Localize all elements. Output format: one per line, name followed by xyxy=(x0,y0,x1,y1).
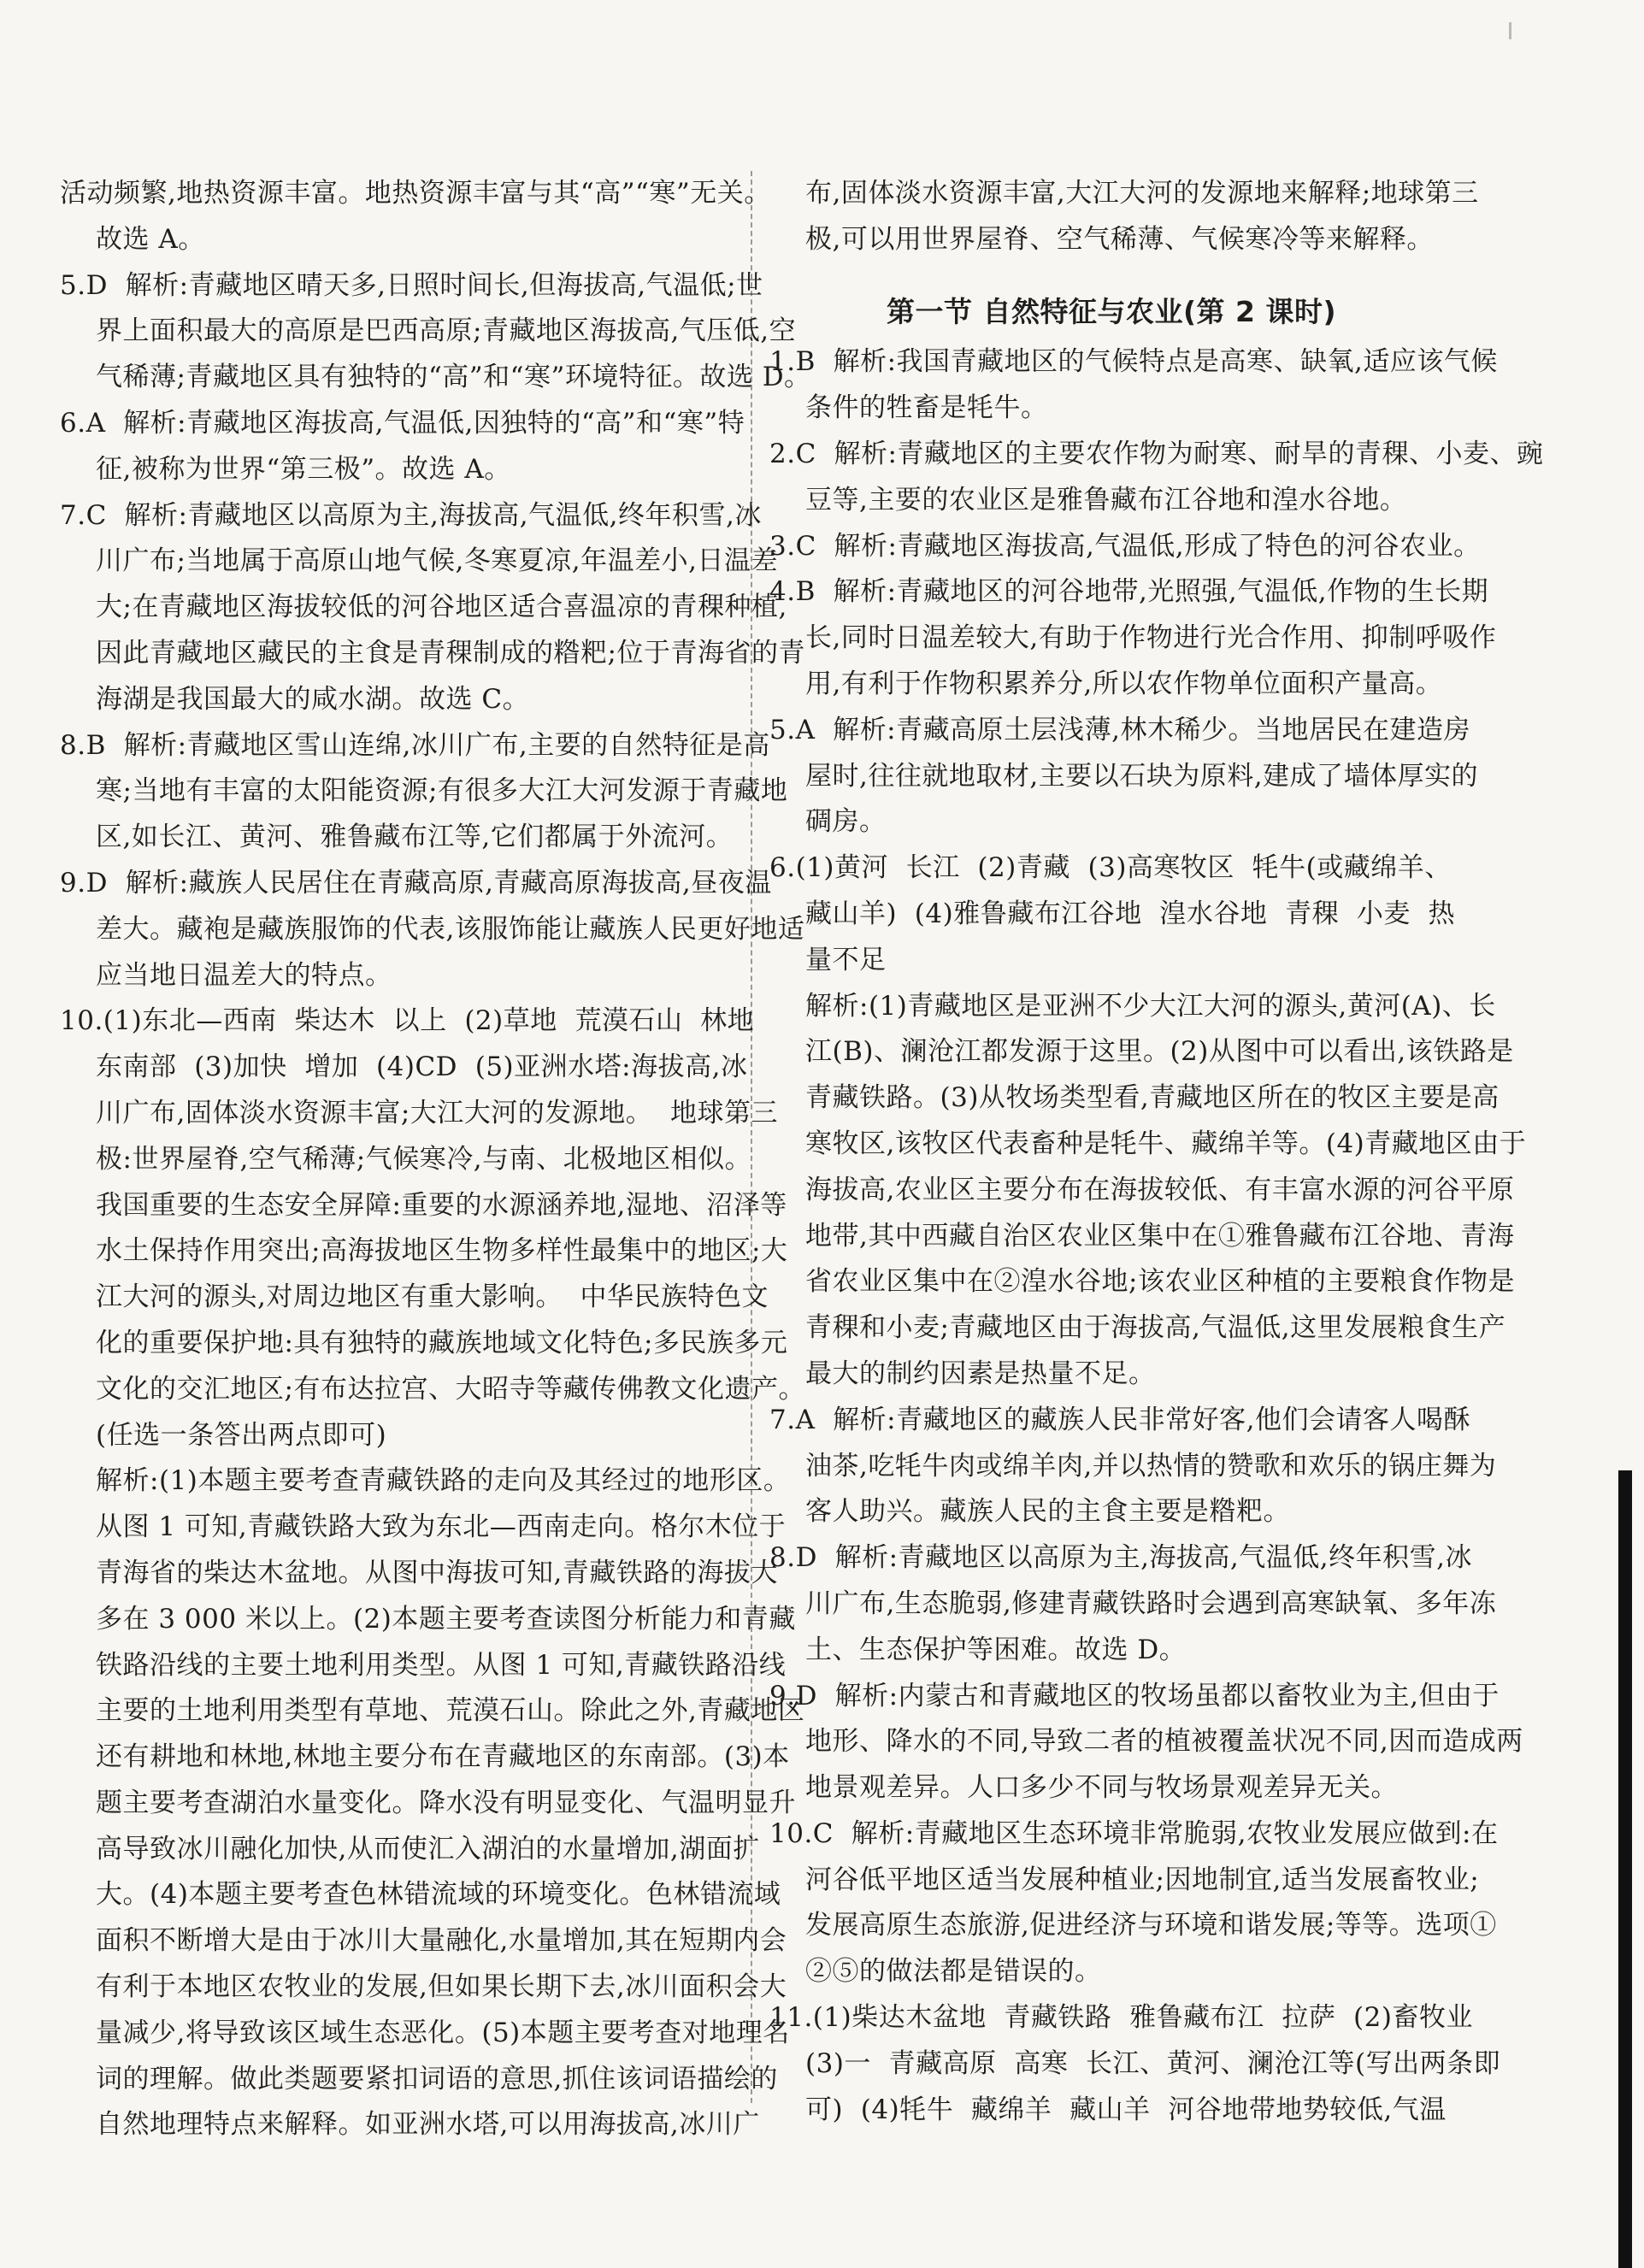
text-line: 客人助兴。藏族人民的主食主要是糌粑。 xyxy=(805,1496,1290,1528)
text-line: 最大的制约因素是热量不足。 xyxy=(805,1358,1156,1389)
text-line: 可) (4)牦牛 藏绵羊 藏山羊 河谷地带地势较低,气温 xyxy=(805,2094,1447,2125)
text-line: 自然地理特点来解释。如亚洲水塔,可以用海拔高,冰川广 xyxy=(96,2109,760,2141)
text-line: 差大。藏袍是藏族服饰的代表,该服饰能让藏族人民更好地适 xyxy=(96,913,805,945)
text-line: 6.A 解析:青藏地区海拔高,气温低,因独特的“高”和“寒”特 xyxy=(60,407,745,439)
text-line: 8.B 解析:青藏地区雪山连绵,冰川广布,主要的自然特征是高 xyxy=(60,729,770,761)
text-line: 川广布;当地属于高原山地气候,冬寒夏凉,年温差小,日温差 xyxy=(96,545,779,577)
text-line: 5.A 解析:青藏高原土层浅薄,林木稀少。当地居民在建造房 xyxy=(769,714,1470,745)
text-line: (3)一 青藏高原 高寒 长江、黄河、澜沧江等(写出两条即 xyxy=(805,2047,1501,2079)
text-line: 解析:(1)青藏地区是亚洲不少大江大河的源头,黄河(A)、长 xyxy=(805,990,1496,1022)
text-line: 量减少,将导致该区域生态恶化。(5)本题主要考查对地理名 xyxy=(96,2017,790,2048)
text-line: 活动频繁,地热资源丰富。地热资源丰富与其“高”“寒”无关。 xyxy=(60,178,771,209)
scan-edge-shadow xyxy=(1618,1470,1632,2268)
text-line: 藏山羊) (4)雅鲁藏布江谷地 湟水谷地 青稞 小麦 热 xyxy=(805,898,1456,929)
text-line: 区,如长江、黄河、雅鲁藏布江等,它们都属于外流河。 xyxy=(96,822,734,853)
text-line: 河谷低平地区适当发展种植业;因地制宜,适当发展畜牧业; xyxy=(805,1864,1480,1895)
text-line: 解析:(1)本题主要考查青藏铁路的走向及其经过的地形区。 xyxy=(96,1465,791,1497)
text-line: 省农业区集中在②湟水谷地;该农业区种植的主要粮食作物是 xyxy=(805,1266,1515,1298)
text-line: 9.D 解析:内蒙古和青藏地区的牧场虽都以畜牧业为主,但由于 xyxy=(769,1680,1500,1711)
text-line: 布,固体淡水资源丰富,大江大河的发源地来解释;地球第三 xyxy=(805,178,1479,209)
text-line: 寒牧区,该牧区代表畜种是牦牛、藏绵羊等。(4)青藏地区由于 xyxy=(805,1128,1527,1159)
text-line: 地景观差异。人口多少不同与牧场景观差异无关。 xyxy=(805,1772,1398,1804)
text-line: 海拔高,农业区主要分布在海拔较低、有丰富水源的河谷平原 xyxy=(805,1174,1515,1205)
section-title: 第一节 自然特征与农业(第 2 课时) xyxy=(886,294,1337,328)
text-line: 4.B 解析:青藏地区的河谷地带,光照强,气温低,作物的生长期 xyxy=(769,576,1489,608)
text-line: 有利于本地区农牧业的发展,但如果长期下去,冰川面积会大 xyxy=(96,1971,787,2003)
text-line: ②⑤的做法都是错误的。 xyxy=(805,1956,1102,1988)
text-line: 10.(1)东北—西南 柴达木 以上 (2)草地 荒漠石山 林地 xyxy=(60,1005,755,1037)
scan-mark xyxy=(1509,22,1511,39)
answer-list xyxy=(769,339,1544,2133)
text-line: 江(B)、澜沧江都发源于这里。(2)从图中可以看出,该铁路是 xyxy=(805,1036,1514,1068)
text-line: 3.C 解析:青藏地区海拔高,气温低,形成了特色的河谷农业。 xyxy=(769,530,1481,562)
text-line: 高导致冰川融化加快,从而使汇入湖泊的水量增加,湖面扩 xyxy=(96,1833,760,1864)
text-line: 征,被称为世界“第三极”。故选 A。 xyxy=(96,453,511,485)
text-line: 东南部 (3)加快 增加 (4)CD (5)亚洲水塔:海拔高,冰 xyxy=(96,1052,748,1083)
text-line: 化的重要保护地:具有独特的藏族地域文化特色;多民族多元 xyxy=(96,1327,788,1358)
text-line: 5.D 解析:青藏地区晴天多,日照时间长,但海拔高,气温低;世 xyxy=(60,269,763,301)
text-line: 气稀薄;青藏地区具有独特的“高”和“寒”环境特征。故选 D。 xyxy=(96,362,811,393)
text-line: 7.C 解析:青藏地区以高原为主,海拔高,气温低,终年积雪,冰 xyxy=(60,499,762,531)
text-line: 7.A 解析:青藏地区的藏族人民非常好客,他们会请客人喝酥 xyxy=(769,1404,1470,1435)
text-line: 极,可以用世界屋脊、空气稀薄、气候寒冷等来解释。 xyxy=(805,223,1434,255)
text-line: 屋时,往往就地取材,主要以石块为原料,建成了墙体厚实的 xyxy=(805,760,1479,792)
text-line: 界上面积最大的高原是巴西高原;青藏地区海拔高,气压低,空 xyxy=(96,315,797,347)
text-line: 大;在青藏地区海拔较低的河谷地区适合喜温凉的青稞种植, xyxy=(96,592,787,623)
text-line: 大。(4)本题主要考查色林错流域的环境变化。色林错流域 xyxy=(96,1879,781,1911)
text-line: 应当地日温差大的特点。 xyxy=(96,959,392,991)
text-line: 从图 1 可知,青藏铁路大致为东北—西南走向。格尔木位于 xyxy=(96,1511,787,1543)
text-line: 铁路沿线的主要土地利用类型。从图 1 可知,青藏铁路沿线 xyxy=(96,1649,787,1681)
text-line: 碉房。 xyxy=(805,806,887,838)
text-line: 用,有利于作物积累养分,所以农作物单位面积产量高。 xyxy=(805,668,1443,699)
text-line: 川广布,生态脆弱,修建青藏铁路时会遇到高寒缺氧、多年冻 xyxy=(805,1588,1497,1619)
text-line: 9.D 解析:藏族人民居住在青藏高原,青藏高原海拔高,昼夜温 xyxy=(60,867,772,898)
text-line: (任选一条答出两点即可) xyxy=(96,1419,387,1451)
text-line: 海湖是我国最大的咸水湖。故选 C。 xyxy=(96,683,530,715)
text-line: 题主要考查湖泊水量变化。降水没有明显变化、气温明显升 xyxy=(96,1787,796,1818)
text-line: 条件的牲畜是牦牛。 xyxy=(805,392,1048,424)
text-line: 量不足 xyxy=(805,944,887,975)
text-line: 寒;当地有丰富的太阳能资源;有很多大江大河发源于青藏地 xyxy=(96,775,788,807)
text-line: 主要的土地利用类型有草地、荒漠石山。除此之外,青藏地区 xyxy=(96,1695,805,1727)
text-line: 青藏铁路。(3)从牧场类型看,青藏地区所在的牧区主要是高 xyxy=(805,1082,1500,1114)
text-line: 文化的交汇地区;有布达拉宫、大昭寺等藏传佛教文化遗产。 xyxy=(96,1373,805,1405)
text-line: 地带,其中西藏自治区农业区集中在①雅鲁藏布江谷地、青海 xyxy=(805,1220,1515,1252)
text-line: 发展高原生态旅游,促进经济与环境和谐发展;等等。选项① xyxy=(805,1910,1497,1941)
text-line: 11.(1)柴达木盆地 青藏铁路 雅鲁藏布江 拉萨 (2)畜牧业 xyxy=(769,2002,1473,2034)
text-line: 1.B 解析:我国青藏地区的气候特点是高寒、缺氧,适应该气候 xyxy=(769,346,1498,378)
text-line: 10.C 解析:青藏地区生态环境非常脆弱,农牧业发展应做到:在 xyxy=(769,1817,1499,1849)
text-line: 多在 3 000 米以上。(2)本题主要考查读图分析能力和青藏 xyxy=(96,1603,796,1635)
text-line: 水土保持作用突出;高海拔地区生物多样性最集中的地区;大 xyxy=(96,1235,788,1267)
text-line: 词的理解。做此类题要紧扣词语的意思,抓住该词语描绘的 xyxy=(96,2063,778,2094)
continued-answer xyxy=(769,171,1479,263)
text-line: 面积不断增大是由于冰川大量融化,水量增加,其在短期内会 xyxy=(96,1925,787,1957)
text-line: 2.C 解析:青藏地区的主要农作物为耐寒、耐旱的青稞、小麦、豌 xyxy=(769,438,1544,469)
text-line: 我国重要的生态安全屏障:重要的水源涵养地,湿地、沼泽等 xyxy=(96,1189,787,1221)
text-line: 因此青藏地区藏民的主食是青稞制成的糌粑;位于青海省的青 xyxy=(96,637,805,669)
text-line: 江大河的源头,对周边地区有重大影响。 中华民族特色文 xyxy=(96,1281,769,1313)
right-column xyxy=(769,171,1544,2133)
text-line: 土、生态保护等困难。故选 D。 xyxy=(805,1634,1187,1665)
left-column xyxy=(60,171,811,2148)
text-line: 豆等,主要的农业区是雅鲁藏布江谷地和湟水谷地。 xyxy=(805,484,1407,515)
text-line: 川广布,固体淡水资源丰富;大江大河的发源地。 地球第三 xyxy=(96,1097,779,1128)
text-line: 还有耕地和林地,林地主要分布在青藏地区的东南部。(3)本 xyxy=(96,1741,790,1773)
text-line: 青海省的柴达木盆地。从图中海拔可知,青藏铁路的海拔大 xyxy=(96,1557,778,1588)
text-line: 长,同时日温差较大,有助于作物进行光合作用、抑制呼吸作 xyxy=(805,622,1497,654)
text-line: 8.D 解析:青藏地区以高原为主,海拔高,气温低,终年积雪,冰 xyxy=(769,1542,1472,1574)
text-line: 极:世界屋脊,空气稀薄;气候寒冷,与南、北极地区相似。 xyxy=(96,1143,752,1175)
text-line: 油茶,吃牦牛肉或绵羊肉,并以热情的赞歌和欢乐的锅庄舞为 xyxy=(805,1450,1497,1482)
text-line: 地形、降水的不同,导致二者的植被覆盖状况不同,因而造成两 xyxy=(805,1726,1523,1758)
text-line: 6.(1)黄河 长江 (2)青藏 (3)高寒牧区 牦牛(或藏绵羊、 xyxy=(769,852,1452,884)
text-line: 青稞和小麦;青藏地区由于海拔高,气温低,这里发展粮食生产 xyxy=(805,1312,1506,1344)
text-line: 故选 A。 xyxy=(96,223,205,255)
